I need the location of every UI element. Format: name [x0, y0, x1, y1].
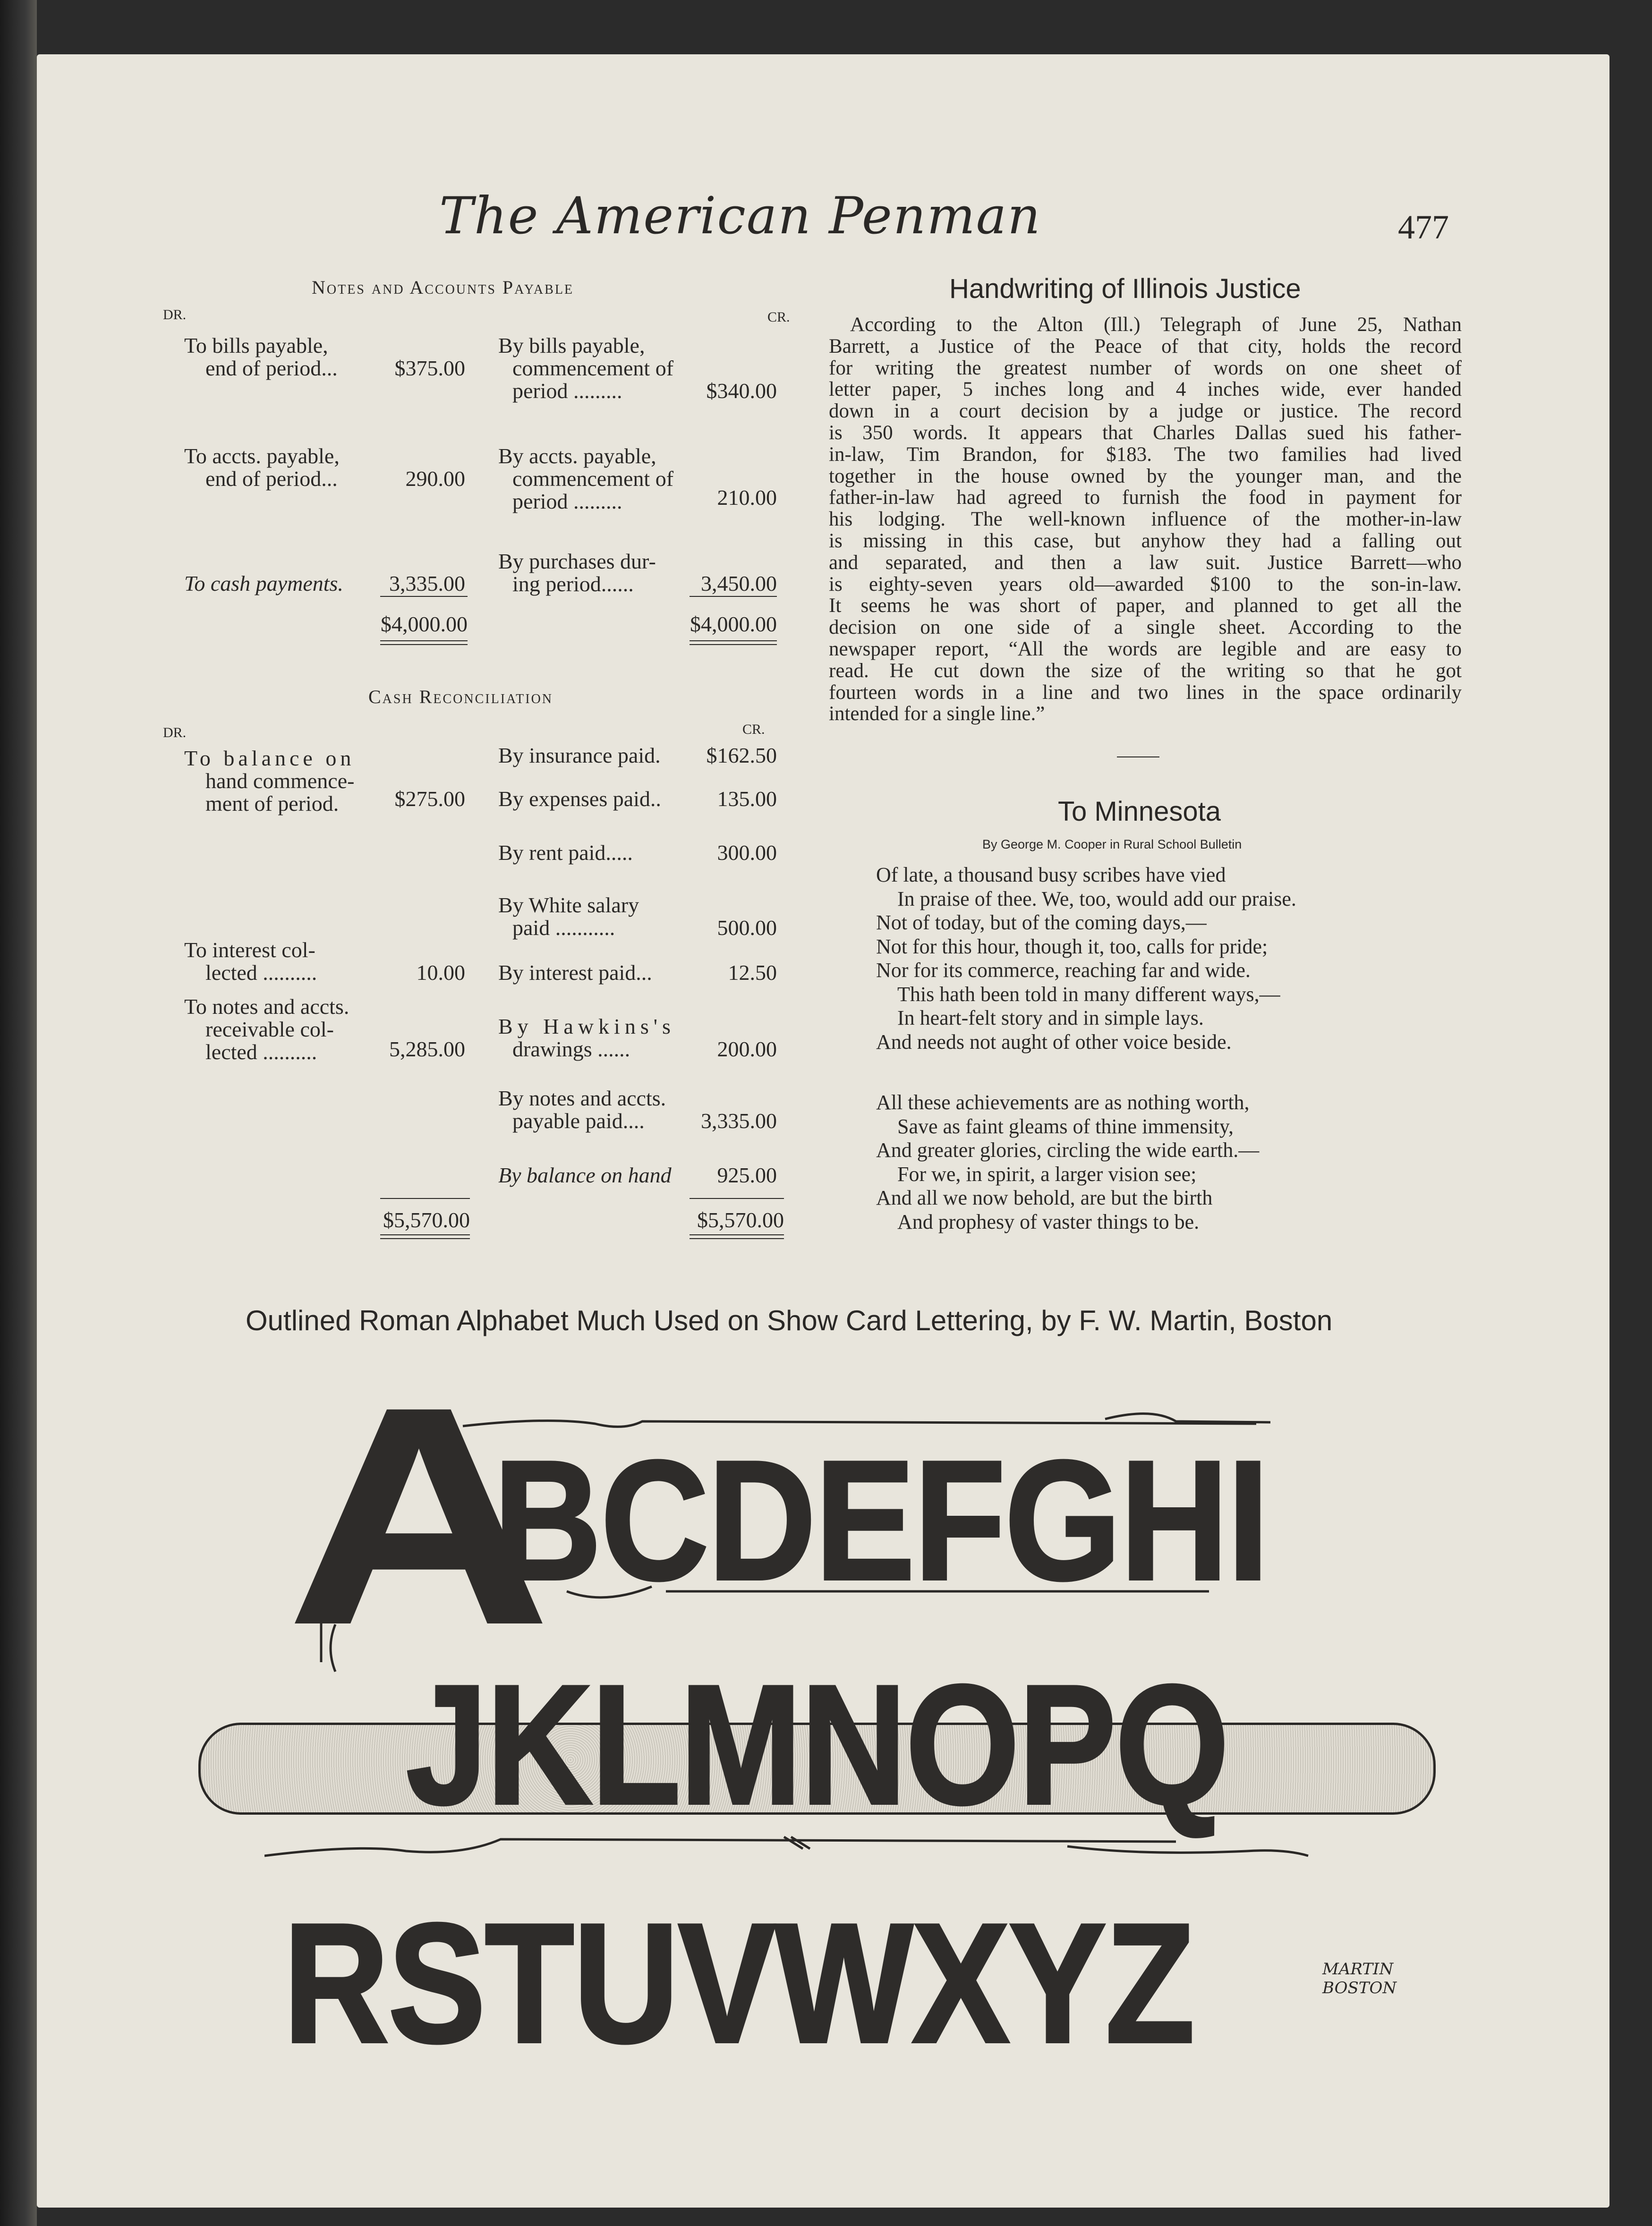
entry-line: period ......... — [512, 489, 622, 513]
masthead-title: The American Penman — [439, 187, 1041, 246]
cash-left-entry-1 — [184, 747, 355, 815]
article-line: is eighty-seven years old—awarded $100 to the son-in-law. — [829, 573, 1462, 595]
entry-line: commencement of — [512, 356, 674, 380]
cash-right-entry-4 — [498, 894, 639, 939]
cash-right-entry-5: By interest paid... — [498, 960, 652, 985]
notes-left-amount-1: $375.00 — [394, 356, 465, 380]
entry-line: By White salary — [498, 893, 639, 917]
artist-signature: MARTIN BOSTON — [1322, 1960, 1397, 1997]
entry-line: By bills payable, — [498, 333, 645, 357]
entry-line: By Hawkins's — [498, 1014, 675, 1038]
notes-right-amount-3: 3,450.00 — [701, 571, 777, 595]
cash-cr-label: CR. — [742, 722, 765, 737]
rule — [380, 1238, 470, 1239]
entry-line: paid ........... — [512, 916, 615, 940]
entry-line: By accts. payable, — [498, 444, 656, 468]
article-line: father-in-law had agreed to furnish the food in payment for — [829, 486, 1462, 509]
cash-left-amount-1: $275.00 — [394, 787, 465, 811]
article-line: letter paper, 5 inches long and 4 inches wide, ever handed — [829, 378, 1462, 401]
poem-line: This hath been told in many different ways,— — [897, 982, 1280, 1006]
article-line: and separated, and then a law suit. Justice Barrett—who — [829, 551, 1462, 574]
cash-right-amount-7: 3,335.00 — [701, 1109, 777, 1133]
notes-dr-label: DR. — [163, 307, 187, 323]
notes-left-amount-2: 290.00 — [405, 467, 465, 491]
cash-left-entry-3 — [184, 995, 349, 1063]
article-body — [829, 314, 1462, 725]
binding-gutter — [0, 0, 37, 2226]
poem-stanza-2 — [876, 1091, 1259, 1234]
cash-right-entry-8: By balance on hand — [498, 1163, 672, 1187]
article-line: It seems he was short of paper, and planned to get all the — [829, 595, 1462, 617]
cash-right-total: $5,570.00 — [697, 1208, 784, 1232]
rule — [690, 640, 777, 641]
cash-left-amount-3: 5,285.00 — [389, 1037, 465, 1061]
notes-right-amount-2: 210.00 — [717, 485, 777, 510]
entry-line: lected .......... — [205, 960, 317, 985]
cash-right-amount-6: 200.00 — [717, 1037, 777, 1061]
poem-stanza-1 — [876, 863, 1296, 1054]
entry-line: lected .......... — [205, 1040, 317, 1064]
notes-right-total: $4,000.00 — [690, 612, 777, 636]
rule — [380, 1198, 470, 1199]
cash-right-entry-7 — [498, 1087, 666, 1132]
entry-line: To notes and accts. — [184, 994, 349, 1019]
poem-line: In praise of thee. We, too, would add our praise. — [897, 887, 1296, 910]
notes-left-amount-3: 3,335.00 — [389, 571, 465, 595]
entry-line: period ......... — [512, 379, 622, 403]
cash-right-entry-1: By insurance paid. — [498, 743, 661, 767]
notes-right-entry-2 — [498, 445, 673, 513]
entry-line: By notes and accts. — [498, 1086, 666, 1110]
alphabet-big-letter: A — [288, 1344, 550, 1687]
poem-line: Nor for its commerce, reaching far and wide. — [876, 959, 1251, 982]
entry-line: ment of period. — [205, 791, 339, 816]
article-line: his lodging. The well-known influence of the mother-in-law — [829, 508, 1462, 531]
alphabet-row-2: JKLMNOPQ — [406, 1650, 1228, 1840]
rule — [380, 640, 468, 641]
notes-cr-label: CR. — [767, 309, 790, 325]
article-title: Handwriting of Illinois Justice — [949, 273, 1301, 304]
rule — [380, 1234, 470, 1235]
notes-left-entry-1 — [184, 334, 338, 380]
rule — [380, 644, 468, 645]
entry-line: To bills payable, — [184, 333, 328, 357]
page-number: 477 — [1398, 208, 1449, 246]
entry-line: ing period...... — [512, 572, 634, 596]
poem-byline: By George M. Cooper in Rural School Bulletin — [982, 837, 1242, 851]
article-line: down in a court decision by a judge or justice. The record — [829, 400, 1462, 423]
article-line: is missing in this case, but anyhow they had a falling out — [829, 529, 1462, 552]
rule — [690, 596, 777, 597]
article-line: fourteen words in a line and two lines in the space ordinarily — [829, 681, 1462, 704]
article-line: According to the Alton (Ill.) Telegraph of June 25, Nathan — [850, 314, 1462, 336]
rule — [380, 596, 468, 597]
entry-line: To accts. payable, — [184, 444, 340, 468]
cash-dr-label: DR. — [163, 725, 187, 740]
entry-line: end of period... — [205, 467, 338, 491]
cash-right-entry-2: By expenses paid.. — [498, 787, 661, 811]
rule — [690, 1198, 784, 1199]
entry-line: To balance on — [184, 746, 355, 770]
poem-line: In heart-felt story and in simple lays. — [897, 1006, 1204, 1029]
cash-left-total: $5,570.00 — [383, 1208, 470, 1232]
poem-line: And greater glories, circling the wide earth.— — [876, 1138, 1260, 1162]
cash-right-entry-3: By rent paid..... — [498, 841, 633, 865]
entry-line: end of period... — [205, 356, 338, 380]
article-line: decision on one side of a single sheet. According to the — [829, 616, 1462, 639]
cash-right-amount-1: $162.50 — [706, 743, 777, 767]
article-line: newspaper report, “All the words are legible and are easy to — [829, 637, 1462, 660]
article-line: intended for a single line.” — [829, 703, 1045, 725]
rule — [690, 1234, 784, 1235]
poem-line: Not of today, but of the coming days,— — [876, 911, 1207, 934]
notes-right-entry-3 — [498, 550, 656, 595]
poem-line: All these achievements are as nothing worth, — [876, 1091, 1250, 1114]
poem-line: Of late, a thousand busy scribes have vied — [876, 863, 1226, 886]
poem-title: To Minnesota — [1058, 796, 1221, 827]
cash-right-amount-5: 12.50 — [728, 960, 777, 985]
cash-rec-heading: Cash Reconciliation — [368, 686, 554, 707]
entry-line: receivable col- — [205, 1017, 334, 1041]
cash-right-amount-4: 500.00 — [717, 916, 777, 940]
entry-line: payable paid.... — [512, 1109, 645, 1133]
cash-right-entry-6 — [498, 1015, 675, 1061]
cash-right-amount-8: 925.00 — [717, 1163, 777, 1187]
article-line: together in the house owned by the younger man, and the — [829, 465, 1462, 487]
notes-left-total: $4,000.00 — [381, 612, 468, 636]
entry-line: By purchases dur- — [498, 549, 656, 573]
article-line: Barrett, a Justice of the Peace of that city, holds the record — [829, 335, 1462, 357]
cash-right-amount-2: 135.00 — [717, 787, 777, 811]
cash-left-entry-2 — [184, 939, 317, 984]
entry-line: hand commence- — [205, 769, 355, 793]
alphabet-row-1: BCDEFGHI — [494, 1426, 1269, 1615]
entry-line: To interest col- — [184, 938, 315, 962]
poem-line: Not for this hour, though it, too, calls for pride; — [876, 935, 1268, 958]
notes-right-amount-1: $340.00 — [706, 379, 777, 403]
poem-line: And needs not aught of other voice beside. — [876, 1030, 1232, 1054]
notes-left-entry-2 — [184, 445, 340, 490]
article-line: read. He cut down the size of the writing so that he got — [829, 659, 1462, 682]
article-line: in-law, Tim Brandon, for $183. The two families had lived — [829, 443, 1462, 466]
notes-left-entry-3: To cash payments. — [184, 571, 343, 595]
poem-line: Save as faint gleams of thine immensity, — [897, 1114, 1234, 1138]
notes-accounts-heading: Notes and Accounts Payable — [312, 277, 574, 298]
rule — [690, 644, 777, 645]
rule — [690, 1238, 784, 1239]
section-divider — [1117, 756, 1159, 757]
alphabet-row-3: RSTUVWXYZ — [283, 1888, 1194, 2078]
cash-right-amount-3: 300.00 — [717, 841, 777, 865]
article-line: for writing the greatest number of words on one sheet of — [829, 357, 1462, 379]
poem-line: And prophesy of vaster things to be. — [897, 1210, 1200, 1233]
poem-line: And all we now behold, are but the birth — [876, 1186, 1213, 1209]
notes-right-entry-1 — [498, 334, 673, 402]
entry-line: drawings ...... — [512, 1037, 630, 1061]
poem-line: For we, in spirit, a larger vision see; — [897, 1162, 1197, 1186]
cash-left-amount-2: 10.00 — [416, 960, 465, 985]
article-line: is 350 words. It appears that Charles Dallas sued his father- — [829, 421, 1462, 444]
entry-line: commencement of — [512, 467, 674, 491]
alphabet-caption: Outlined Roman Alphabet Much Used on Show Card Lettering, by F. W. Martin, Boston — [246, 1305, 1333, 1336]
